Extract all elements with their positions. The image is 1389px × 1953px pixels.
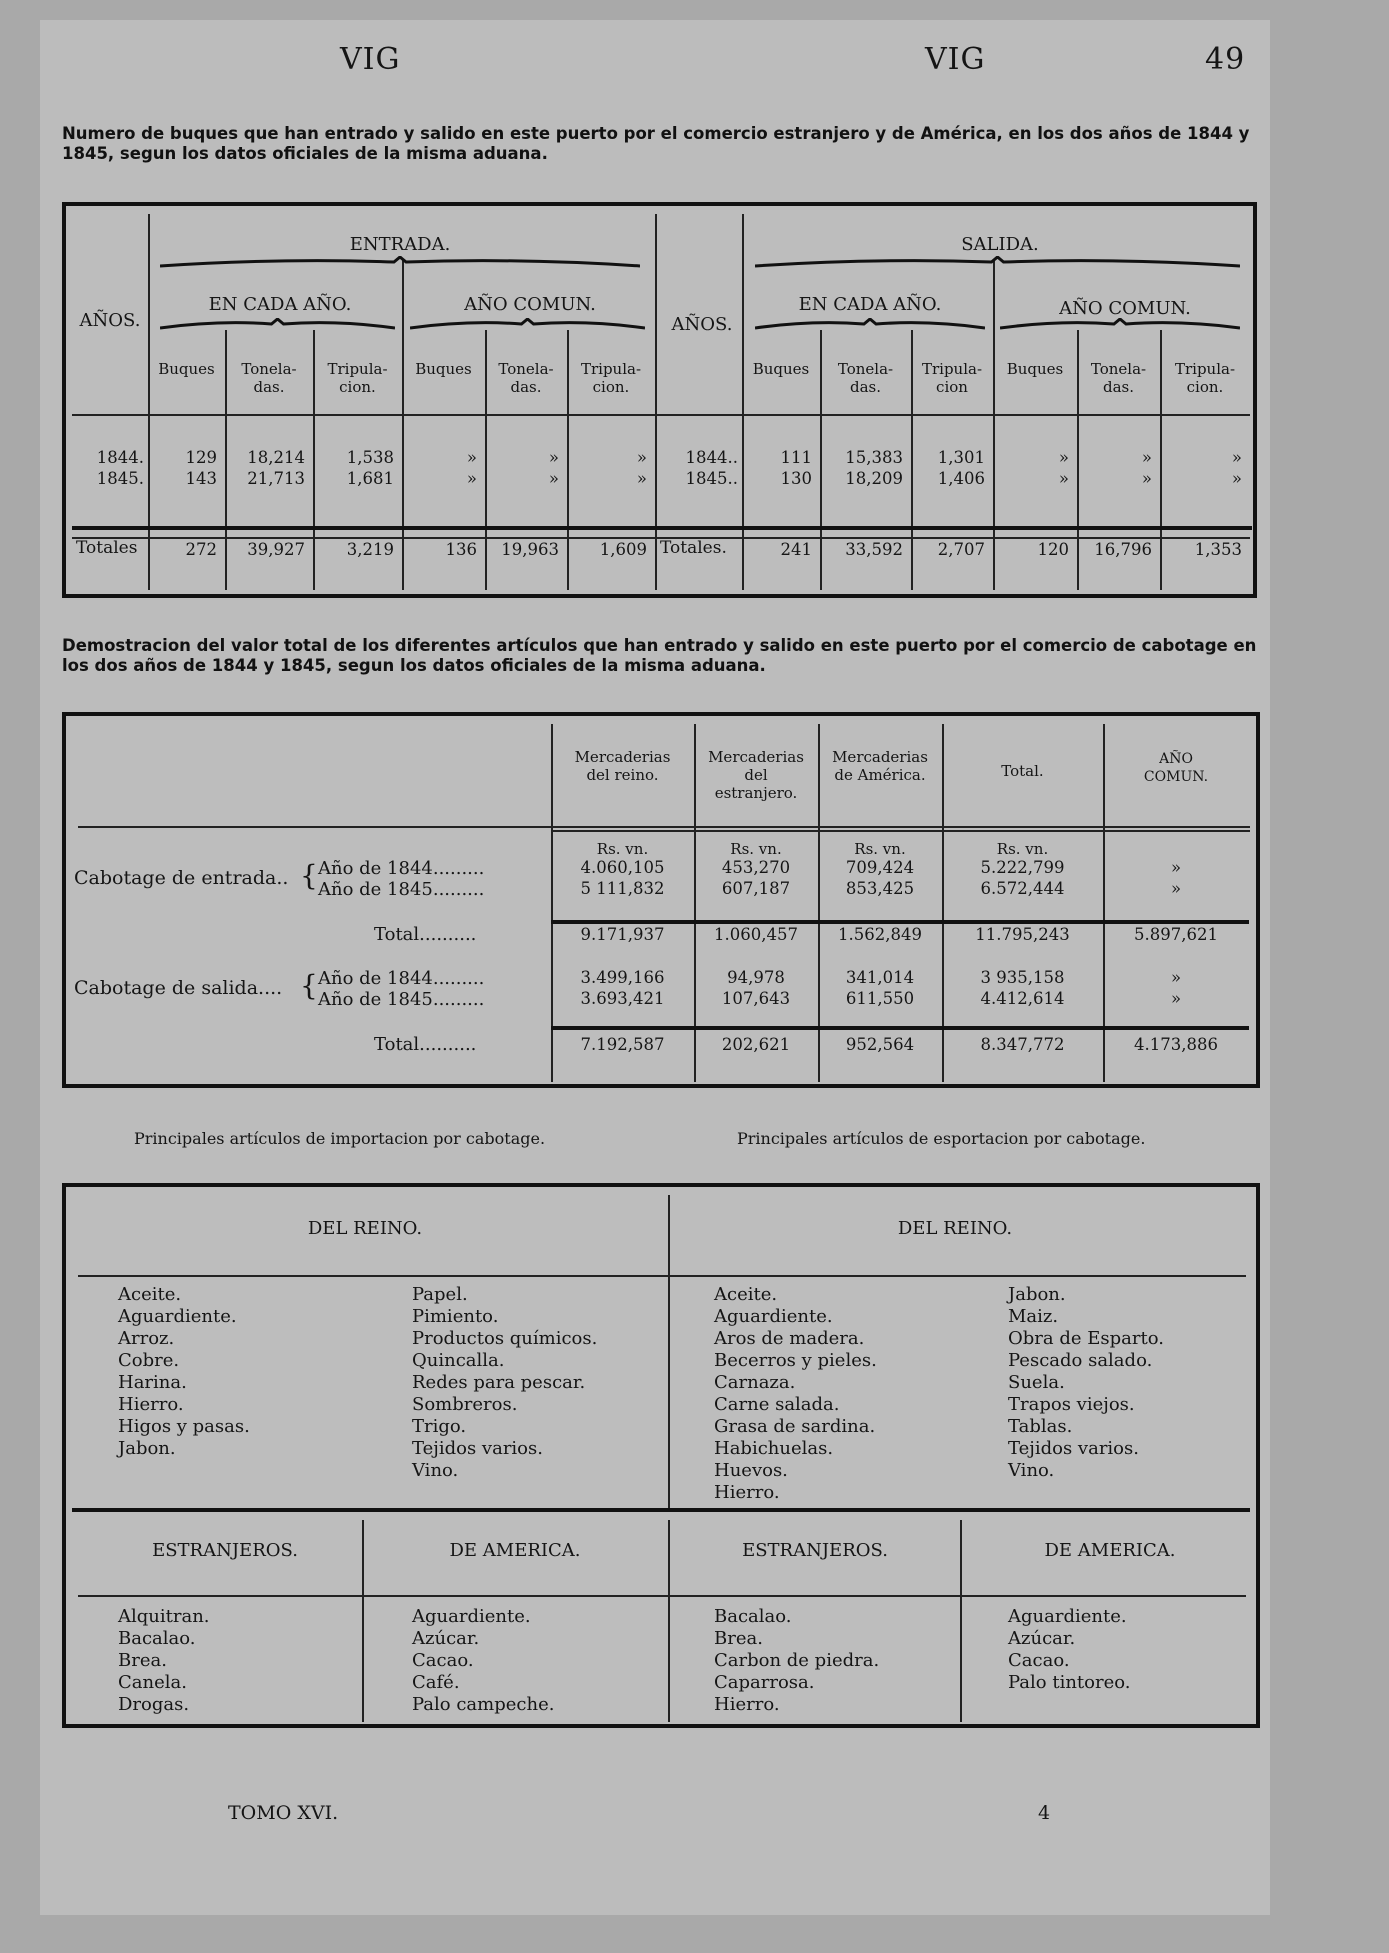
section-header: DE AMERICA. — [449, 1540, 581, 1561]
column-header: Tripula- cion — [921, 360, 983, 396]
rule-thick — [551, 920, 1249, 924]
data-value: 3 935,158 — [980, 968, 1065, 987]
column-header: Tripula- cion. — [1174, 360, 1236, 396]
column-header: Tripula- cion. — [327, 360, 388, 396]
column-header: Buques — [752, 360, 810, 378]
year-label: 1845.. — [685, 469, 738, 488]
rule-horizontal — [78, 826, 1250, 828]
total-value: 272 — [185, 540, 217, 559]
data-value: » — [1231, 469, 1242, 488]
article-list: Bacalao. Brea. Carbon de piedra. Caparrosa. Hierro. — [714, 1606, 880, 1715]
year-label: Año de 1845......... — [318, 989, 485, 1010]
data-value: » — [1141, 448, 1152, 467]
data-value: » — [1141, 469, 1152, 488]
total-value: 136 — [445, 540, 477, 559]
article-list: Aceite. Aguardiente. Aros de madera. Becerros y pieles. Carnaza. Carne salada. Grasa de sardina. Habichuelas. Huevos. Hierro. — [714, 1284, 877, 1503]
entrada-brace — [160, 256, 640, 270]
article-list: Jabon. Maiz. Obra de Esparto. Pescado salado. Suela. Trapos viejos. Tablas. Tejidos varios. Vino. — [1008, 1284, 1164, 1481]
data-value: 21,713 — [247, 469, 305, 488]
data-value: » — [636, 448, 647, 467]
year-label: 1845. — [96, 469, 144, 488]
column-header: Buques — [1006, 360, 1064, 378]
total-value: 33,592 — [845, 540, 903, 559]
data-value: » — [1058, 448, 1069, 467]
year-label: Año de 1845......... — [318, 879, 485, 900]
total-value: 8.347,772 — [980, 1035, 1065, 1054]
data-value: » — [548, 469, 559, 488]
data-value: 5.222,799 — [980, 858, 1065, 877]
data-value: 453,270 — [721, 858, 791, 877]
total-value: 1,609 — [599, 540, 647, 559]
rule-vertical — [668, 1195, 670, 1508]
unit-label: Rs. vn. — [854, 840, 906, 858]
rule-vertical — [362, 1520, 364, 1722]
column-header: Mercaderias del estranjero. — [708, 748, 804, 802]
data-value: 1,406 — [937, 469, 985, 488]
total-value: 1.562,849 — [838, 925, 922, 944]
en-cada-ano: EN CADA AÑO. — [208, 294, 352, 315]
totals-label: Totales — [76, 538, 138, 558]
table2-title: Demostracion del valor total de los diferentes artículos que han entrado y salido en este puerto por el comercio de cabotage en los dos años de 1844 y 1845, segun los datos oficiales de la misma aduana. — [62, 636, 1257, 675]
rule-horizontal — [78, 1275, 1246, 1277]
data-value: 6.572,444 — [980, 879, 1065, 898]
data-value: » — [1170, 858, 1182, 877]
rule-thick — [72, 526, 1252, 530]
article-list: Aceite. Aguardiente. Arroz. Cobre. Harina. Hierro. Higos y pasas. Jabon. — [118, 1284, 250, 1459]
year-label: 1844.. — [685, 448, 738, 467]
data-value: 3.693,421 — [580, 989, 665, 1008]
data-value: 4.412,614 — [980, 989, 1065, 1008]
en-cada-ano: EN CADA AÑO. — [798, 294, 942, 315]
column-header: Buques — [415, 360, 472, 378]
column-header: Total. — [1001, 762, 1044, 780]
section-header: DEL REINO. — [897, 1218, 1013, 1239]
anos-label: AÑOS. — [79, 310, 141, 331]
section-header: ESTRANJEROS. — [742, 1540, 888, 1561]
data-value: » — [466, 469, 477, 488]
total-value: 1,353 — [1194, 540, 1242, 559]
total-value: 5.897,621 — [1134, 925, 1218, 944]
data-value: 1,301 — [937, 448, 985, 467]
unit-label: Rs. vn. — [996, 840, 1049, 858]
brace-icon: { — [300, 859, 318, 892]
ano-comun: AÑO COMUN. — [1059, 298, 1191, 319]
data-value: » — [548, 448, 559, 467]
rule-thick — [551, 1026, 1249, 1030]
column-header: Tonela- das. — [241, 360, 297, 396]
anos-label: AÑOS. — [671, 314, 733, 335]
brace-small — [160, 318, 395, 332]
total-label: Total.......... — [374, 924, 477, 945]
data-value: 611,550 — [845, 989, 915, 1008]
column-header: AÑO COMUN. — [1143, 751, 1209, 785]
totals-label: Totales. — [660, 538, 727, 558]
data-value: » — [1231, 448, 1242, 467]
data-value: 94,978 — [727, 968, 785, 987]
data-value: 111 — [780, 448, 812, 467]
import-title: Principales artículos de importacion por cabotage. — [134, 1129, 546, 1148]
brace-small — [755, 318, 985, 332]
total-value: 2,707 — [937, 540, 985, 559]
data-value: » — [1170, 879, 1182, 898]
data-value: 18,214 — [247, 448, 305, 467]
data-value: 15,383 — [845, 448, 903, 467]
brace-icon: { — [300, 969, 318, 1002]
column-header: Tonela- das. — [1090, 360, 1147, 396]
data-value: » — [1170, 968, 1182, 987]
rule-thick — [72, 1508, 1250, 1512]
column-header: Tonela- das. — [837, 360, 894, 396]
column-header: Mercaderias de América. — [832, 748, 928, 784]
total-value: 1.060,457 — [714, 925, 798, 944]
total-value: 3,219 — [346, 540, 394, 559]
total-value: 7.192,587 — [580, 1035, 665, 1054]
unit-label: Rs. vn. — [596, 840, 649, 858]
data-value: 3.499,166 — [580, 968, 665, 987]
total-value: 241 — [780, 540, 812, 559]
rule-vertical — [148, 214, 150, 590]
salida-brace — [755, 256, 1240, 270]
total-value: 16,796 — [1094, 540, 1152, 559]
data-value: 5 111,832 — [580, 879, 665, 898]
data-value: 1,681 — [346, 469, 394, 488]
rule-vertical — [655, 214, 657, 590]
data-value: 1,538 — [346, 448, 394, 467]
signature-mark: 4 — [1038, 1802, 1051, 1824]
data-value: 107,643 — [721, 989, 791, 1008]
total-value: 202,621 — [721, 1035, 791, 1054]
row-group-label: Cabotage de entrada.. — [74, 867, 289, 889]
rule-vertical — [742, 214, 744, 590]
total-value: 4.173,886 — [1134, 1035, 1218, 1054]
data-value: 18,209 — [845, 469, 903, 488]
article-list: Alquitran. Bacalao. Brea. Canela. Drogas. — [118, 1606, 210, 1715]
total-value: 11.795,243 — [975, 925, 1070, 944]
brace-small — [410, 318, 645, 332]
column-header: Mercaderias del reino. — [574, 748, 671, 784]
running-head-center: VIG — [925, 42, 986, 77]
data-value: » — [1058, 469, 1069, 488]
data-value: 130 — [780, 469, 812, 488]
rule-horizontal — [551, 830, 1250, 832]
section-header: DEL REINO. — [307, 1218, 423, 1239]
rule-horizontal — [72, 414, 1250, 416]
data-value: 4.060,105 — [580, 858, 665, 877]
data-value: 709,424 — [845, 858, 915, 877]
total-value: 120 — [1037, 540, 1069, 559]
total-value: 19,963 — [501, 540, 559, 559]
total-label: Total.......... — [374, 1034, 477, 1055]
section-header: ESTRANJEROS. — [152, 1540, 298, 1561]
column-header: Buques — [158, 360, 215, 378]
tomo-label: TOMO XVI. — [228, 1802, 339, 1824]
brace-small — [1000, 318, 1240, 332]
article-list: Papel. Pimiento. Productos químicos. Quincalla. Redes para pescar. Sombreros. Trigo. Tejidos varios. Vino. — [412, 1284, 598, 1481]
export-title: Principales artículos de esportacion por cabotage. — [737, 1129, 1146, 1148]
article-list: Aguardiente. Azúcar. Cacao. Café. Palo campeche. — [412, 1606, 555, 1715]
year-label: Año de 1844......... — [318, 858, 485, 879]
column-header: Tonela- das. — [498, 360, 554, 396]
rule-horizontal — [78, 1595, 1246, 1597]
ano-comun: AÑO COMUN. — [464, 294, 596, 315]
table1-title: Numero de buques que han entrado y salido en este puerto por el comercio estranjero y de América, en los dos años de 1844 y 1845, segun los datos oficiales de la misma aduana. — [62, 124, 1250, 163]
salida-header: SALIDA. — [961, 234, 1039, 255]
data-value: » — [636, 469, 647, 488]
section-header: DE AMERICA. — [1044, 1540, 1176, 1561]
data-value: » — [1170, 989, 1182, 1008]
row-group-label: Cabotage de salida.... — [74, 977, 283, 999]
rule-vertical — [960, 1520, 962, 1722]
year-label: Año de 1844......... — [318, 968, 485, 989]
unit-label: Rs. vn. — [730, 840, 782, 858]
data-value: 341,014 — [845, 968, 915, 987]
rule-vertical — [668, 1520, 670, 1722]
column-header: Tripula- cion. — [580, 360, 642, 396]
article-list: Aguardiente. Azúcar. Cacao. Palo tintoreo. — [1008, 1606, 1131, 1693]
total-value: 952,564 — [845, 1035, 915, 1054]
entrada-header: ENTRADA. — [349, 234, 451, 255]
running-head-left: VIG — [340, 42, 401, 77]
total-value: 9.171,937 — [580, 925, 665, 944]
data-value: » — [466, 448, 477, 467]
data-value: 129 — [185, 448, 217, 467]
data-value: 607,187 — [721, 879, 791, 898]
total-value: 39,927 — [247, 540, 305, 559]
page-number: 49 — [1205, 42, 1246, 77]
year-label: 1844. — [96, 448, 144, 467]
data-value: 853,425 — [845, 879, 915, 898]
data-value: 143 — [185, 469, 217, 488]
